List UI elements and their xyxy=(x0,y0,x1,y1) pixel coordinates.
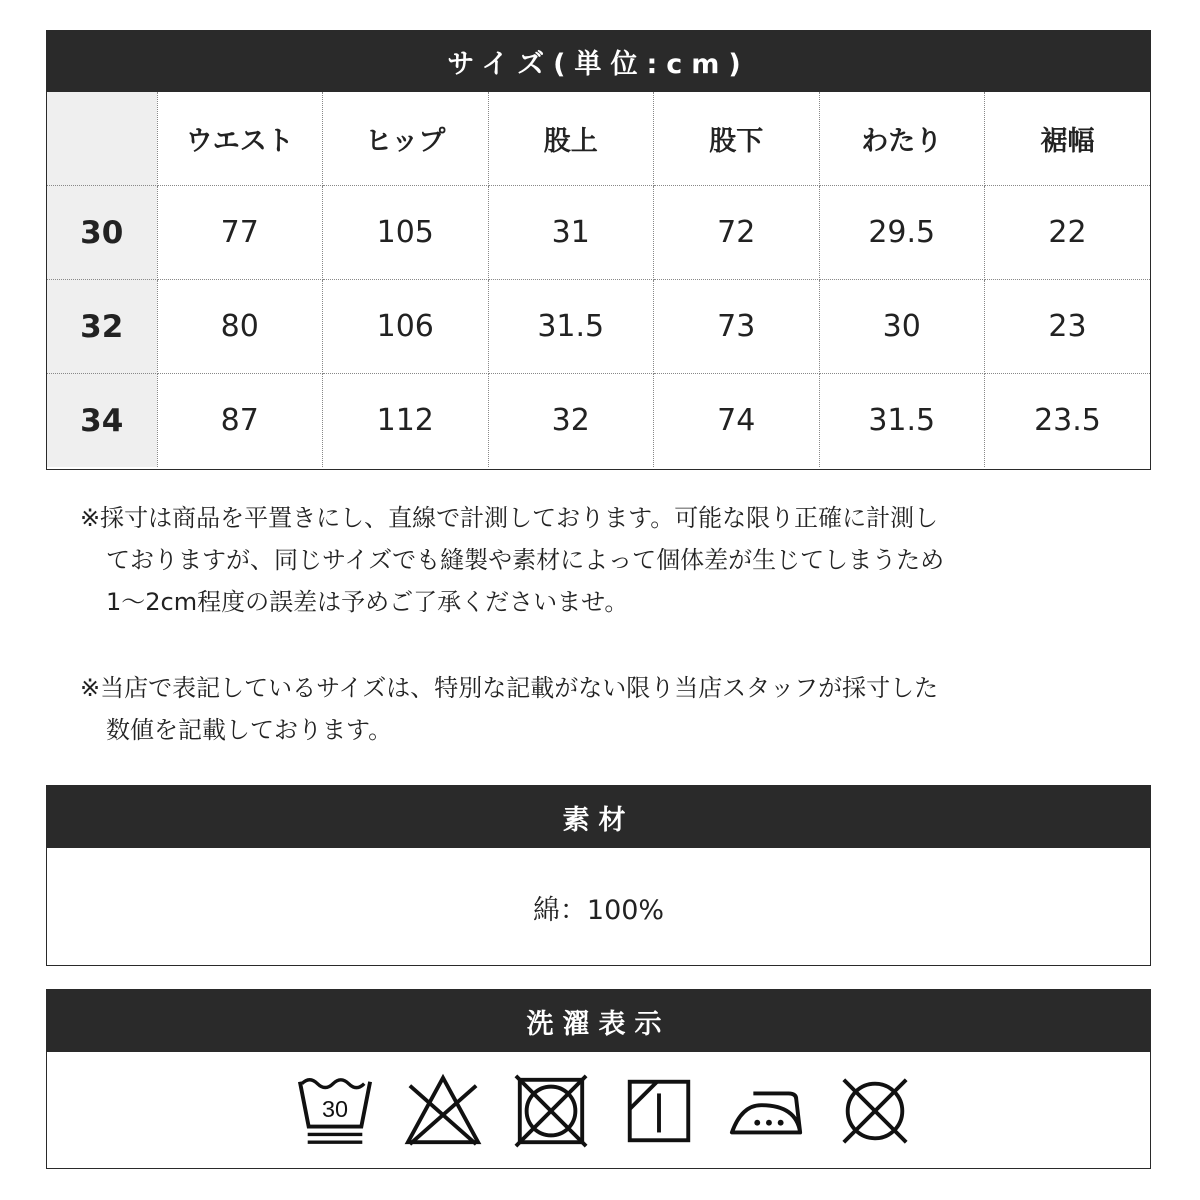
size-table-corner xyxy=(47,92,157,186)
table-row xyxy=(47,186,1150,280)
column-header-waist: ウエスト xyxy=(157,92,323,186)
table-cell: 105 xyxy=(323,186,489,280)
table-cell: 31.5 xyxy=(819,374,985,468)
size-table-header-row xyxy=(47,92,1150,186)
column-header-hem: 裾幅 xyxy=(985,92,1151,186)
material-title: 素材 xyxy=(47,786,1150,848)
note-line: ※当店で表記しているサイズは、特別な記載がない限り当店スタッフが採寸した xyxy=(80,674,939,702)
column-header-hip: ヒップ xyxy=(323,92,489,186)
note-line: ておりますが、同じサイズでも縫製や素材によって個体差が生じてしまうため xyxy=(106,546,945,574)
measurement-note xyxy=(80,497,1080,623)
table-cell: 32 xyxy=(488,374,654,468)
note-line: ※採寸は商品を平置きにし、直線で計測しております。可能な限り正確に計測し xyxy=(80,504,939,532)
table-cell: 87 xyxy=(157,374,323,468)
table-row xyxy=(47,280,1150,374)
table-cell: 22 xyxy=(985,186,1151,280)
table-cell: 73 xyxy=(654,280,820,374)
size-table-section xyxy=(46,30,1151,470)
note-line: 1～2cm程度の誤差は予めご了承くださいませ。 xyxy=(106,588,629,616)
table-cell: 112 xyxy=(323,374,489,468)
size-label: 34 xyxy=(47,374,157,468)
table-cell: 31.5 xyxy=(488,280,654,374)
note-line: 数値を記載しております。 xyxy=(106,716,393,744)
wash-30-gentle-icon xyxy=(296,1072,374,1150)
wash-temp-label: 30 xyxy=(321,1095,348,1122)
table-cell: 77 xyxy=(157,186,323,280)
washing-section xyxy=(46,989,1151,1169)
material-section xyxy=(46,785,1151,966)
table-cell: 80 xyxy=(157,280,323,374)
column-header-thigh: わたり xyxy=(819,92,985,186)
table-cell: 29.5 xyxy=(819,186,985,280)
washing-title: 洗濯表示 xyxy=(47,990,1150,1052)
iron-low-icon xyxy=(728,1072,806,1150)
column-header-inseam: 股下 xyxy=(654,92,820,186)
size-notation-note xyxy=(80,667,1080,751)
column-header-rise: 股上 xyxy=(488,92,654,186)
size-table-title: サイズ(単位:cm) xyxy=(47,31,1150,92)
washing-icons xyxy=(47,1052,1150,1169)
table-cell: 72 xyxy=(654,186,820,280)
table-cell: 23.5 xyxy=(1034,403,1101,438)
table-cell: 23 xyxy=(985,280,1151,374)
size-label: 32 xyxy=(47,280,157,374)
no-dry-clean-icon xyxy=(836,1072,914,1150)
table-cell: 106 xyxy=(323,280,489,374)
table-row xyxy=(47,374,1150,468)
table-cell: 74 xyxy=(654,374,820,468)
size-table xyxy=(47,92,1150,467)
table-cell: 31 xyxy=(488,186,654,280)
no-tumble-dry-icon xyxy=(512,1072,590,1150)
table-cell: 30 xyxy=(819,280,985,374)
line-dry-shade-icon xyxy=(620,1072,698,1150)
size-label: 30 xyxy=(47,186,157,280)
no-bleach-icon xyxy=(404,1072,482,1150)
material-value: 綿：100% xyxy=(532,894,665,926)
